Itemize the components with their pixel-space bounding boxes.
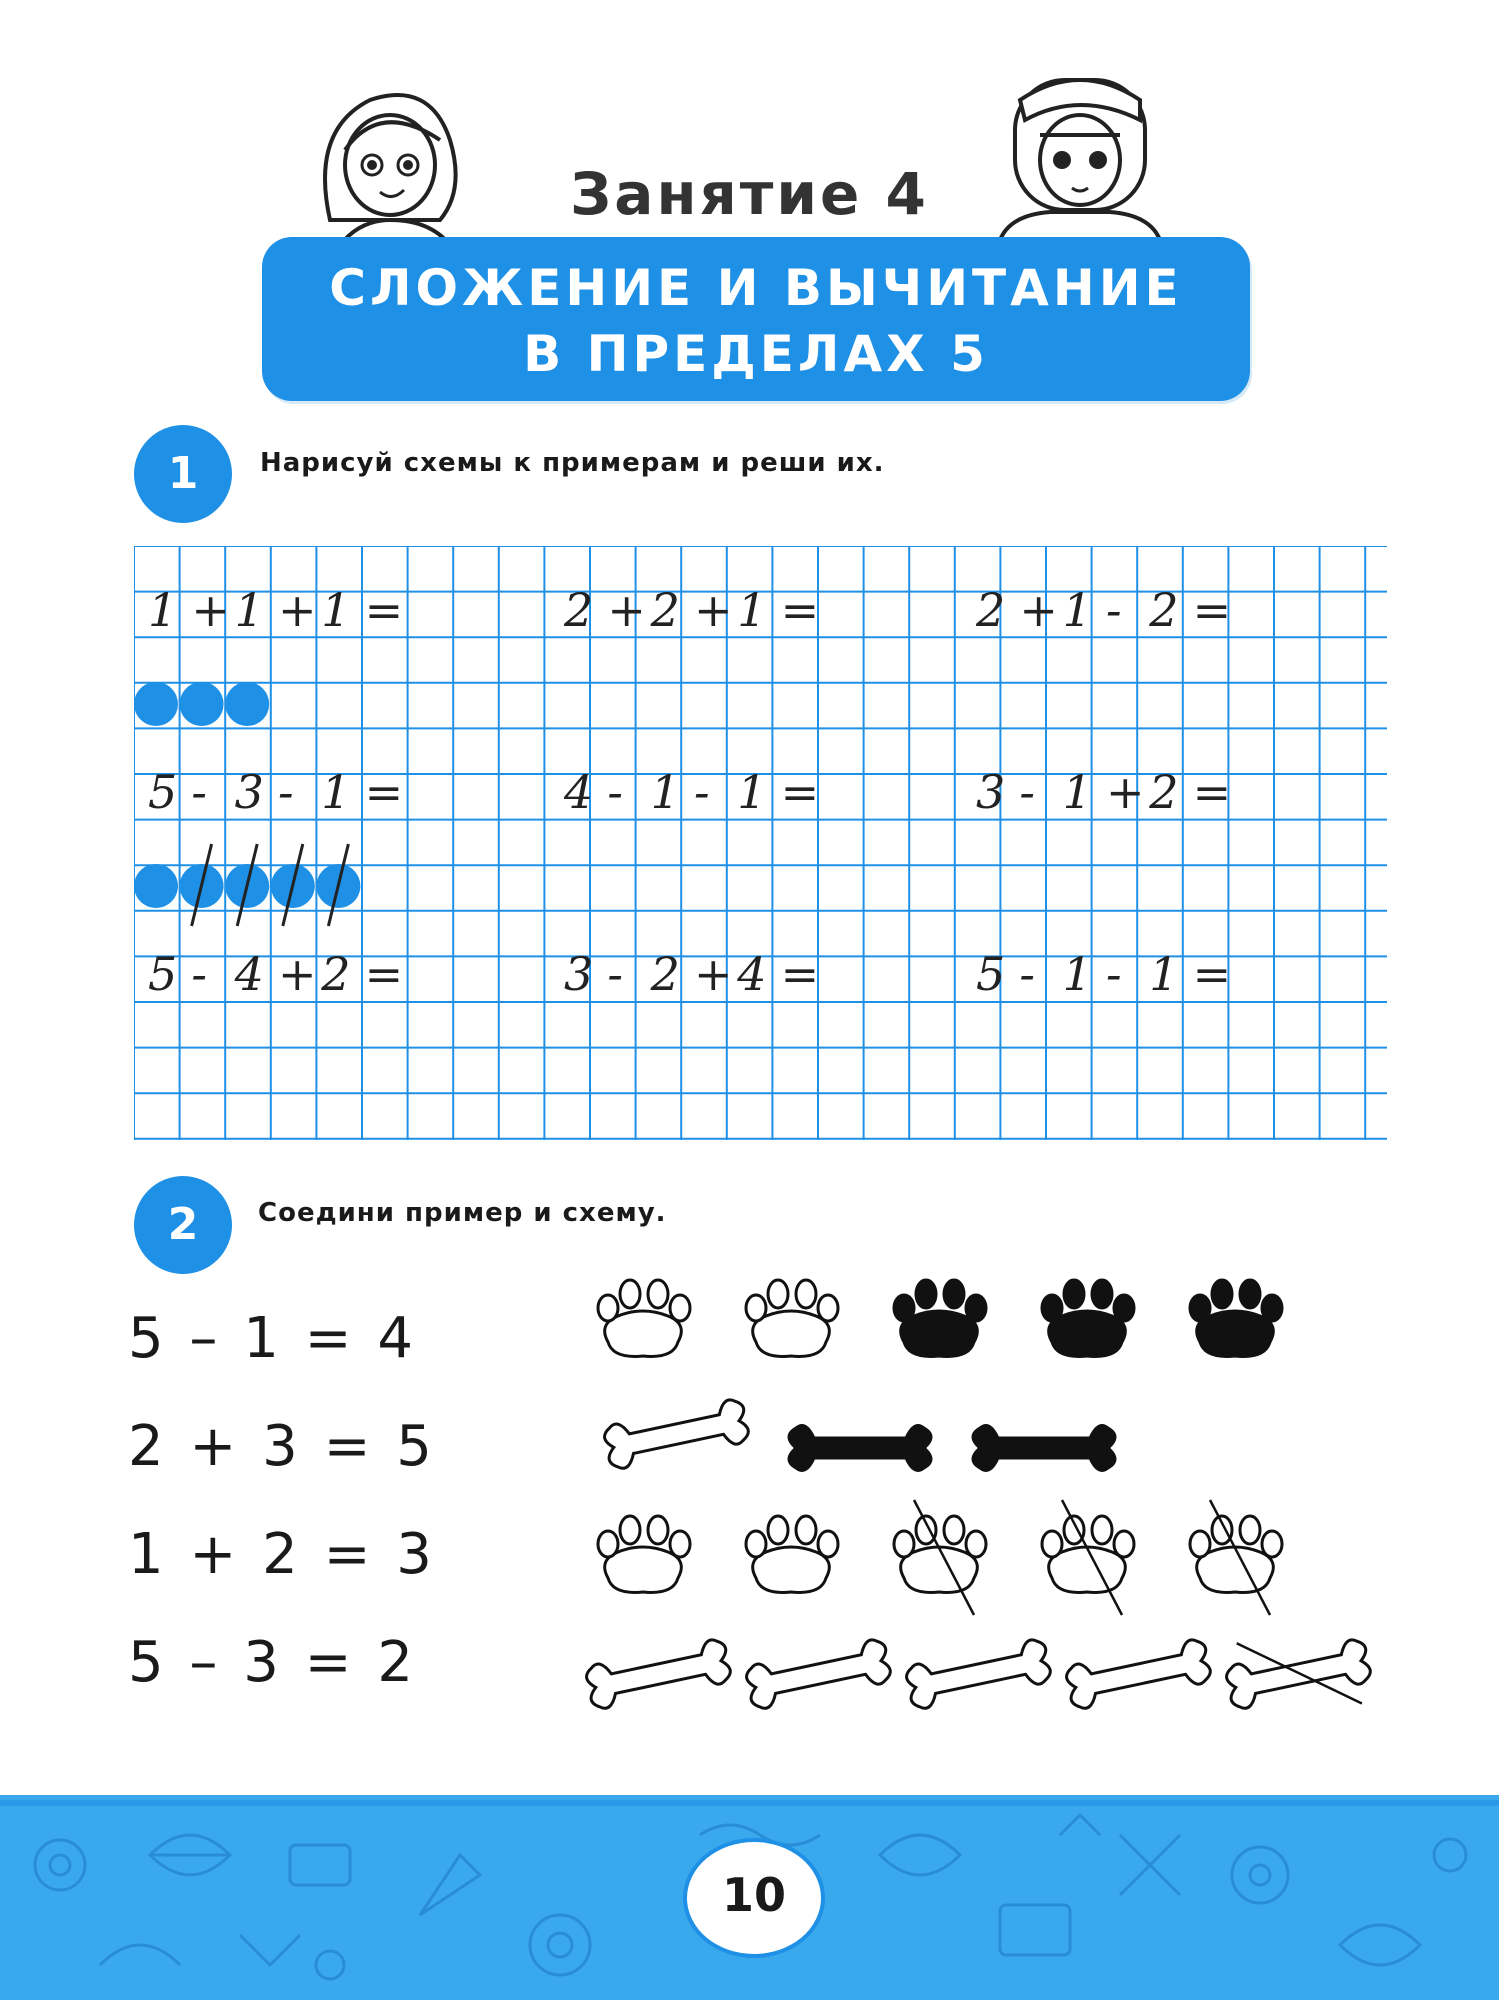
- example-token: -: [1019, 765, 1035, 819]
- example-token: 2: [1149, 765, 1179, 819]
- example-token: +: [693, 947, 733, 1001]
- example-token: 3: [234, 765, 264, 819]
- paw-icon: [1190, 1280, 1282, 1356]
- example-token: 1: [650, 765, 680, 819]
- example-token: -: [693, 765, 710, 819]
- example-token: -: [277, 765, 294, 819]
- example-token: 1: [234, 583, 264, 637]
- paw-icon: [1042, 1280, 1134, 1356]
- paw-icon: [598, 1516, 690, 1592]
- example-token: 2: [564, 583, 594, 637]
- scheme-area: [580, 1260, 1400, 1770]
- paw-icon: [894, 1280, 986, 1356]
- example-token: -: [1105, 583, 1122, 637]
- bone-icon: [789, 1426, 931, 1471]
- banner-line-2: В ПРЕДЕЛАХ 5: [523, 325, 989, 383]
- scheme-circle: [180, 682, 224, 726]
- task-2-instruction: Соедини пример и схему.: [258, 1198, 667, 1228]
- example-token: 5: [148, 947, 178, 1001]
- example-token: 5: [148, 765, 178, 819]
- example-token: 1: [1062, 947, 1092, 1001]
- topic-banner: [262, 237, 1250, 401]
- example-token: 2: [650, 947, 680, 1001]
- paw-icon: [894, 1500, 986, 1615]
- equation-3[interactable]: 1 + 2 = 3: [128, 1522, 436, 1587]
- example-token: +: [277, 583, 317, 637]
- bone-icon: [744, 1637, 892, 1710]
- example-token: =: [364, 765, 404, 819]
- example-token: 1: [737, 583, 767, 637]
- lesson-title: Занятие 4: [570, 160, 929, 228]
- example-token: +: [191, 583, 230, 637]
- equation-1[interactable]: 5 – 1 = 4: [128, 1306, 418, 1371]
- bone-icon: [904, 1637, 1052, 1710]
- example-token: =: [780, 583, 820, 637]
- task-2-number: 2: [134, 1176, 232, 1274]
- example-token: -: [607, 947, 623, 1001]
- banner-line-1: СЛОЖЕНИЕ И ВЫЧИТАНИЕ: [329, 259, 1183, 317]
- example-token: 4: [234, 947, 264, 1001]
- example-token: 4: [564, 765, 594, 819]
- example-token: -: [191, 765, 207, 819]
- paw-icon: [746, 1280, 838, 1356]
- bone-icon: [1220, 1617, 1377, 1730]
- example-token: 2: [650, 583, 680, 637]
- paw-icon: [598, 1280, 690, 1356]
- example-token: =: [1192, 947, 1232, 1001]
- task-1-number: 1: [134, 425, 232, 523]
- page-number-badge: [683, 1838, 825, 1958]
- example-token: 2: [1149, 583, 1179, 637]
- example-token: 1: [1062, 583, 1092, 637]
- bone-icon: [602, 1397, 750, 1470]
- example-token: 2: [976, 583, 1006, 637]
- example-token: 3: [564, 947, 594, 1001]
- example-token: 3: [976, 765, 1006, 819]
- example-token: =: [364, 583, 404, 637]
- task-1-instruction: Нарисуй схемы к примерам и реши их.: [260, 448, 885, 478]
- example-token: -: [1105, 947, 1122, 1001]
- paw-icon: [1042, 1500, 1134, 1615]
- bone-icon: [584, 1637, 732, 1710]
- equation-4[interactable]: 5 – 3 = 2: [128, 1630, 418, 1695]
- example-token: =: [1192, 583, 1232, 637]
- bone-icon: [973, 1426, 1115, 1471]
- example-token: +: [277, 947, 317, 1001]
- paw-icon: [1190, 1500, 1282, 1615]
- scheme-circle: [134, 864, 178, 908]
- page-number: 10: [721, 1868, 786, 1922]
- example-token: +: [693, 583, 733, 637]
- example-token: =: [780, 765, 820, 819]
- example-token: 2: [321, 947, 351, 1001]
- example-token: -: [191, 947, 207, 1001]
- example-token: 1: [737, 765, 767, 819]
- grid-examples: [148, 583, 1231, 1001]
- example-token: +: [1019, 583, 1058, 637]
- example-token: +: [607, 583, 646, 637]
- example-token: =: [364, 947, 404, 1001]
- equation-2[interactable]: 2 + 3 = 5: [128, 1414, 436, 1479]
- example-token: 1: [1149, 947, 1179, 1001]
- example-token: 1: [321, 765, 351, 819]
- example-token: +: [1105, 765, 1145, 819]
- example-token: =: [780, 947, 820, 1001]
- paw-icon: [746, 1516, 838, 1592]
- scheme-circle: [225, 682, 269, 726]
- example-token: -: [1019, 947, 1035, 1001]
- scheme-circle: [134, 682, 178, 726]
- example-token: 5: [976, 947, 1006, 1001]
- example-token: =: [1192, 765, 1232, 819]
- grid-worksheet: [134, 546, 1387, 1140]
- example-token: 4: [737, 947, 767, 1001]
- example-token: 1: [1062, 765, 1092, 819]
- example-token: 1: [148, 583, 178, 637]
- bone-icon: [1064, 1637, 1212, 1710]
- example-token: -: [607, 765, 623, 819]
- example-token: 1: [321, 583, 351, 637]
